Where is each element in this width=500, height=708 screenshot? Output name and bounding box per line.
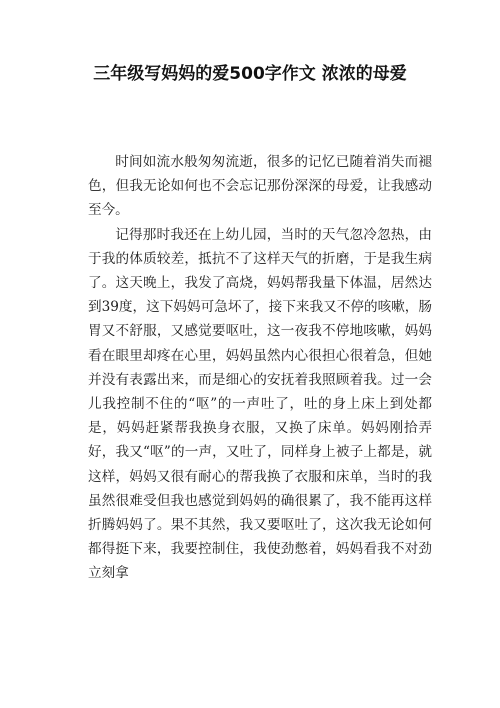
document-title: 三年级写妈妈的爱500字作文 浓浓的母爱 <box>93 64 407 84</box>
document-body <box>88 150 432 586</box>
paragraph-2: 记得那时我还在上幼儿园，当时的天气忽冷忽热，由于我的体质较差，抵抗不了这样天气的折磨，于是我生病了。这天晚上，我发了高烧，妈妈帮我量下体温，居然达到39度，这下妈妈可急坏了，接下来我又不停的咳嗽，肠胃又不舒服，又感觉要呕吐，这一夜我不停地咳嗽，妈妈看在眼里却疼在心里，妈妈虽然内心很担心很着急，但她并没有表露出来，而是细心的安抚着我照顾着我。过一会儿我控制不住的“呕”的一声吐了，吐的身上床上到处都是，妈妈赶紧帮我换身衣服，又换了床单。妈妈刚拾弄好，我又“呕”的一声，又吐了，同样身上被子上都是，就这样，妈妈又很有耐心的帮我换了衣服和床单，当时的我虽然很难受但我也感觉到妈妈的确很累了，我不能再这样折腾妈妈了。果不其然，我又要呕吐了，这次我无论如何都得挺下来，我要控制住，我使劲憋着，妈妈看我不对劲立刻拿 <box>88 226 432 582</box>
paragraph-1: 时间如流水般匆匆流逝，很多的记忆已随着消失而褪色，但我无论如何也不会忘记那份深深的母爱，让我感动至今。 <box>88 154 432 219</box>
